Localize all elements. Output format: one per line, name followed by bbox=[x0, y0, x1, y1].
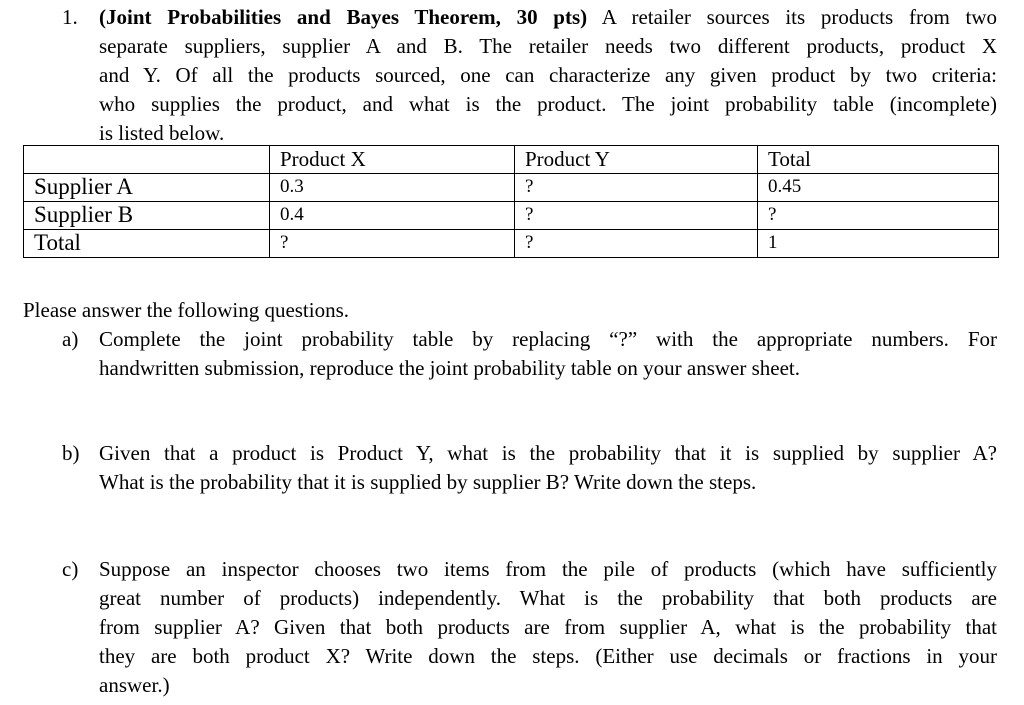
row-label: Total bbox=[24, 230, 270, 258]
question-title: (Joint Probabilities and Bayes Theorem, 30 pts) bbox=[99, 5, 588, 29]
subquestion-line: answer.) bbox=[99, 673, 170, 697]
table-header-row bbox=[24, 146, 999, 174]
table-cell: 1 bbox=[758, 230, 999, 258]
intro-text-1: A retailer sources its products from two bbox=[587, 5, 998, 29]
table-cell: ? bbox=[515, 202, 758, 230]
table-row bbox=[24, 230, 999, 258]
table-header-cell: Product X bbox=[270, 146, 515, 174]
row-label: Supplier A bbox=[24, 174, 270, 202]
intro-line-3: and Y. Of all the products sourced, one can characterize any given product by two criteria: bbox=[99, 63, 997, 87]
question-intro bbox=[99, 3, 997, 148]
row-label: Supplier B bbox=[24, 202, 270, 230]
table-cell: 0.4 bbox=[270, 202, 515, 230]
subquestion-line: Complete the joint probability table by replacing “?” with the appropriate numbers. For bbox=[99, 327, 997, 351]
table-header-cell: Product Y bbox=[515, 146, 758, 174]
table-cell: 0.45 bbox=[758, 174, 999, 202]
subquestion-c-text bbox=[99, 555, 997, 700]
intro-line-5: is listed below. bbox=[99, 121, 225, 145]
table-cell: ? bbox=[270, 230, 515, 258]
subquestion-a-text bbox=[99, 325, 997, 383]
table-header-cell bbox=[24, 146, 270, 174]
subquestion-b-text bbox=[99, 439, 997, 497]
table-row bbox=[24, 174, 999, 202]
subquestion-b-label: b) bbox=[62, 441, 80, 465]
subquestion-a-label: a) bbox=[62, 327, 79, 351]
question-number: 1. bbox=[62, 5, 78, 29]
table-cell: ? bbox=[515, 230, 758, 258]
subquestion-line: great number of products) independently. What is the probability that both products are bbox=[99, 586, 997, 610]
table-cell: ? bbox=[515, 174, 758, 202]
subquestion-line: they are both product X? Write down the steps. (Either use decimals or fractions in your bbox=[99, 644, 997, 668]
subquestion-line: Suppose an inspector chooses two items from the pile of products (which have sufficiently bbox=[99, 557, 997, 581]
table-cell: 0.3 bbox=[270, 174, 515, 202]
instructions: Please answer the following questions. bbox=[23, 298, 350, 322]
table-header-cell: Total bbox=[758, 146, 999, 174]
subquestion-c-label: c) bbox=[62, 557, 79, 581]
subquestion-line: handwritten submission, reproduce the joint probability table on your answer sheet. bbox=[99, 356, 801, 380]
table-cell: ? bbox=[758, 202, 999, 230]
table-row bbox=[24, 202, 999, 230]
subquestion-line: What is the probability that it is supplied by supplier B? Write down the steps. bbox=[99, 470, 757, 494]
intro-line-1 bbox=[99, 3, 997, 32]
intro-line-4: who supplies the product, and what is the product. The joint probability table (incomplete) bbox=[99, 92, 997, 116]
joint-probability-table bbox=[23, 145, 999, 258]
intro-line-2: separate suppliers, supplier A and B. The retailer needs two different products, product X bbox=[99, 34, 997, 58]
subquestion-line: from supplier A? Given that both products are from supplier A, what is the probability that bbox=[99, 615, 997, 639]
subquestion-line: Given that a product is Product Y, what is the probability that it is supplied by supplier A? bbox=[99, 441, 997, 465]
